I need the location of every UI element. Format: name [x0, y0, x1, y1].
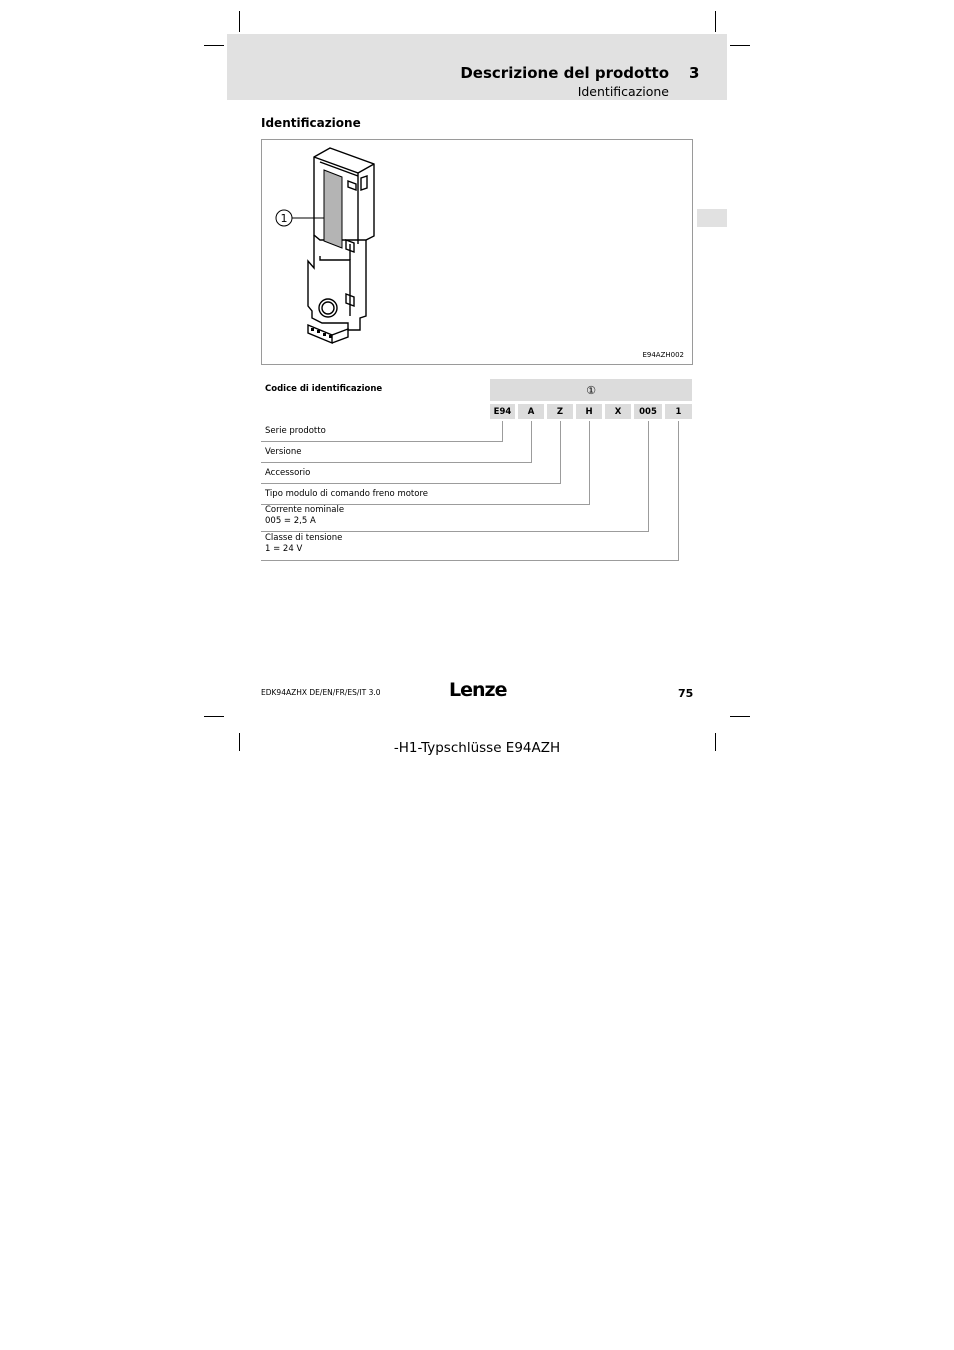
connector-line: [589, 421, 590, 505]
crop-mark: [715, 11, 716, 32]
connector-line: [648, 421, 649, 532]
connector-line: [678, 421, 679, 561]
chapter-number: 3: [689, 64, 700, 82]
connector-line: [531, 421, 532, 463]
code-segment-series: E94: [490, 404, 515, 419]
connector-line: [560, 421, 561, 484]
type-code-title: Codice di identificazione: [265, 384, 383, 394]
row-label-module-type: Tipo modulo di comando freno motore: [265, 489, 428, 499]
crop-mark: [204, 716, 224, 717]
code-segment-voltage: 1: [665, 404, 692, 419]
page-number: 75: [678, 687, 694, 700]
row-label-accessory: Accessorio: [265, 468, 311, 478]
callout-number: 1: [280, 212, 288, 225]
crop-mark: [239, 11, 240, 32]
crop-mark: [730, 716, 750, 717]
chapter-tab-marker: [697, 209, 727, 227]
connector-line: [261, 462, 532, 463]
row-label-current-value: 005 = 2,5 A: [265, 516, 316, 526]
row-label-voltage-value: 1 = 24 V: [265, 544, 303, 554]
section-title: Identificazione: [261, 116, 361, 130]
code-segment-current: 005: [634, 404, 662, 419]
crop-mark: [204, 45, 224, 46]
chapter-subtitle: Identificazione: [577, 84, 669, 99]
row-label-voltage-title: Classe di tensione: [265, 533, 343, 543]
circle-label: ①: [586, 383, 596, 397]
chapter-title: Descrizione del prodotto: [460, 64, 669, 82]
code-segment-accessory: Z: [547, 404, 573, 419]
type-code-header: [490, 379, 692, 401]
row-label-current: [265, 505, 344, 527]
connector-line: [261, 531, 649, 532]
lenze-logo: Lenze: [449, 679, 507, 701]
figure-code: E94AZH002: [642, 351, 684, 359]
code-segment-version: A: [518, 404, 544, 419]
row-label-series: Serie prodotto: [265, 426, 326, 436]
product-figure: [261, 139, 693, 365]
connector-line: [261, 560, 679, 561]
code-segment-module-type: H: [576, 404, 602, 419]
row-label-current-title: Corrente nominale: [265, 505, 345, 515]
connector-line: [261, 504, 590, 505]
row-label-voltage: [265, 533, 342, 555]
connector-line: [502, 421, 503, 442]
module-drawing: [262, 140, 692, 364]
connector-line: [261, 441, 503, 442]
crop-mark: [730, 45, 750, 46]
connector-line: [261, 483, 561, 484]
page-caption: -H1-Typschlüsse E94AZH: [393, 740, 561, 756]
row-label-version: Versione: [265, 447, 302, 457]
code-segment-x: X: [605, 404, 631, 419]
document-id: EDK94AZHX DE/EN/FR/ES/IT 3.0: [261, 688, 381, 697]
